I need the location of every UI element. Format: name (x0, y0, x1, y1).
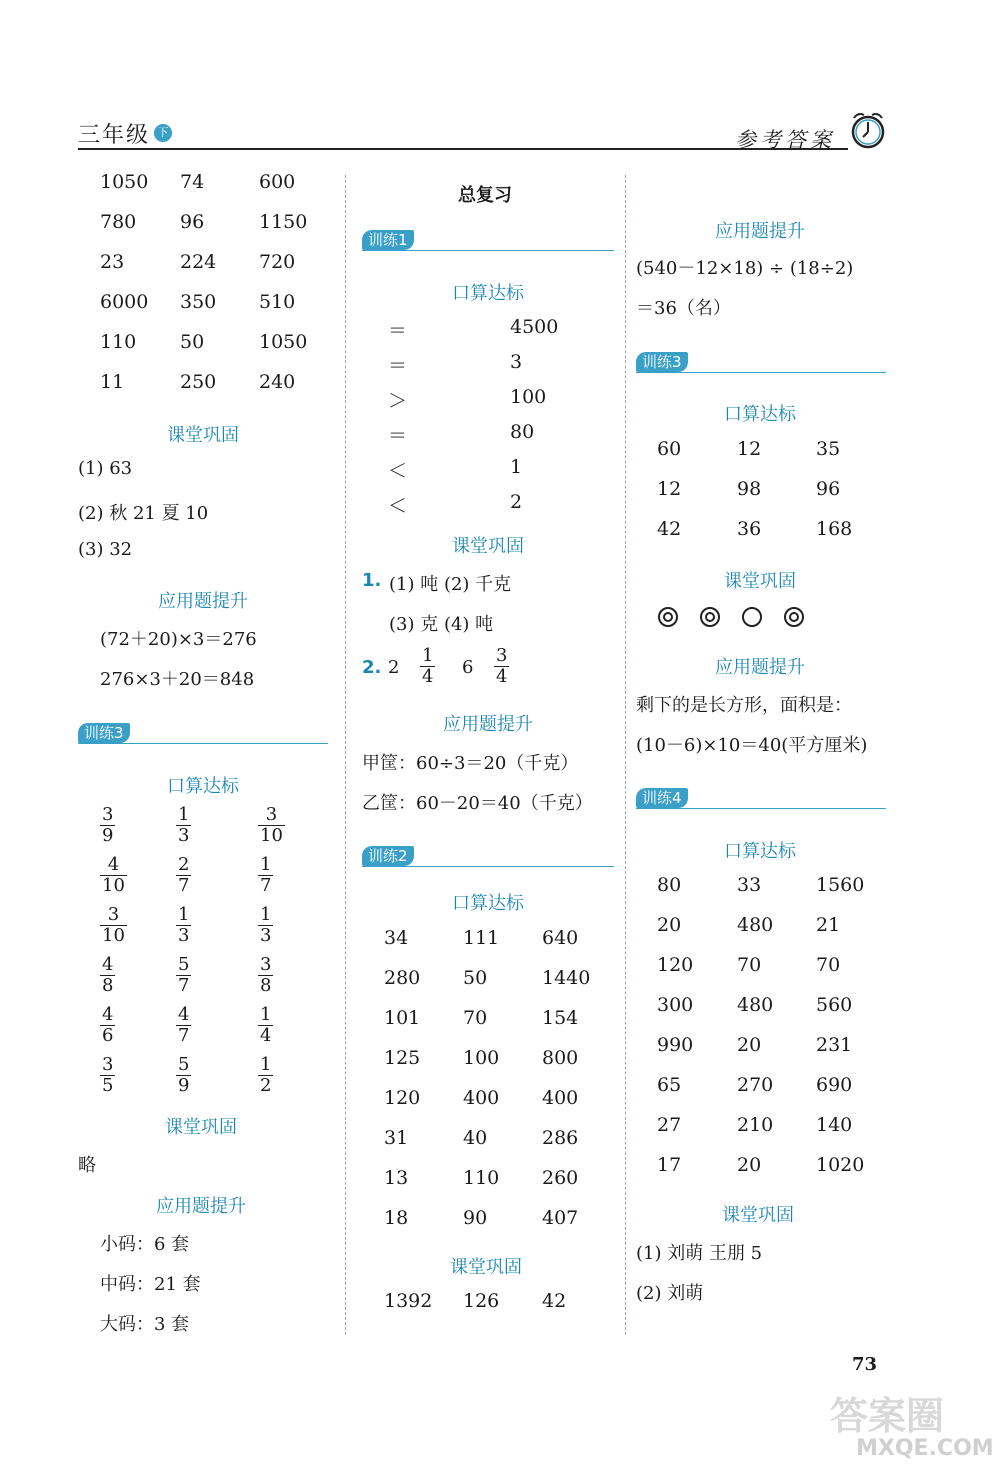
section-heading: 应用题提升 (443, 714, 533, 735)
number-cell: 80 (657, 874, 682, 896)
double-circle-icon (700, 607, 720, 627)
answer-line: (3) 克 (4) 吨 (389, 614, 494, 635)
comparison-sign: ＞ (388, 390, 408, 412)
number-cell: 270 (737, 1074, 774, 1096)
number-cell: 96 (816, 478, 841, 500)
number-cell: 80 (510, 421, 535, 443)
training-tag: 训练1 (362, 230, 414, 250)
training-tag: 训练3 (636, 352, 688, 372)
mixed-number-int: 2 (388, 657, 400, 678)
number-cell: 600 (259, 171, 296, 193)
page-number: 73 (852, 1354, 878, 1375)
fraction: $\frac{1}{3}$ (178, 904, 190, 946)
number-cell: 42 (542, 1290, 567, 1312)
section-heading: 课堂巩固 (452, 536, 524, 557)
number-cell: 98 (737, 478, 762, 500)
fraction: $\frac{4}{8}$ (102, 954, 114, 996)
number-cell: 1392 (384, 1290, 433, 1312)
number-cell: 40 (463, 1127, 488, 1149)
number-cell: 20 (737, 1154, 762, 1176)
number-cell: 560 (816, 994, 853, 1016)
number-cell: 100 (463, 1047, 500, 1069)
grade-label: 三年级 (78, 123, 151, 148)
number-cell: 300 (657, 994, 694, 1016)
comparison-sign: ＝ (388, 355, 408, 377)
answer-line: 大码：3 套 (100, 1314, 190, 1335)
answer-line: (540－12×18) ÷ (18÷2) (636, 258, 854, 279)
number-cell: 6000 (100, 291, 149, 313)
number-cell: 3 (510, 351, 523, 373)
answer-line: (3) 32 (78, 539, 133, 560)
comparison-sign: ＝ (388, 320, 408, 342)
number-cell: 400 (463, 1087, 500, 1109)
number-cell: 13 (384, 1167, 409, 1189)
number-cell: 110 (463, 1167, 500, 1189)
fraction: $\frac{4}{10}$ (102, 854, 125, 896)
number-cell: 1560 (816, 874, 865, 896)
answer-line: 略 (78, 1155, 96, 1176)
number-cell: 36 (737, 518, 762, 540)
number-cell: 74 (180, 171, 205, 193)
number-cell: 34 (384, 927, 409, 949)
number-cell: 126 (463, 1290, 500, 1312)
number-cell: 70 (737, 954, 762, 976)
number-cell: 33 (737, 874, 762, 896)
number-cell: 70 (463, 1007, 488, 1029)
number-cell: 100 (510, 386, 547, 408)
section-heading: 口算达标 (724, 404, 796, 425)
number-cell: 21 (816, 914, 841, 936)
answer-line: 276×3＋20＝848 (100, 669, 255, 690)
fraction: $\frac{1}{3}$ (178, 804, 190, 846)
number-cell: 480 (737, 994, 774, 1016)
number-cell: 480 (737, 914, 774, 936)
number-cell: 111 (463, 927, 500, 949)
number-cell: 154 (542, 1007, 579, 1029)
answer-line: (10－6)×10＝40(平方厘米) (636, 735, 868, 756)
column-divider (625, 175, 626, 1335)
number-cell: 1050 (259, 331, 308, 353)
section-heading: 应用题提升 (715, 657, 805, 678)
answer-line: (2) 秋 21 夏 10 (78, 503, 209, 524)
number-cell: 50 (180, 331, 205, 353)
number-cell: 4500 (510, 316, 559, 338)
mixed-number-int: 6 (462, 657, 474, 678)
training-banner (78, 723, 328, 745)
number-cell: 720 (259, 251, 296, 273)
training-banner (362, 230, 614, 252)
watermark-url: MXQE.COM (856, 1436, 994, 1461)
number-cell: 101 (384, 1007, 421, 1029)
answer-line: 乙筐：60－20＝40（千克） (362, 793, 593, 814)
number-cell: 60 (657, 438, 682, 460)
number-cell: 800 (542, 1047, 579, 1069)
training-tag: 训练4 (636, 788, 688, 808)
review-title: 总复习 (458, 185, 512, 206)
number-cell: 690 (816, 1074, 853, 1096)
watermark-logo: 答案圈 (830, 1394, 945, 1438)
number-cell: 240 (259, 371, 296, 393)
number-cell: 640 (542, 927, 579, 949)
number-cell: 11 (100, 371, 125, 393)
fraction: $\frac{5}{7}$ (178, 954, 190, 996)
section-heading: 口算达标 (167, 776, 239, 797)
training-banner (636, 352, 886, 374)
header-rule (78, 148, 848, 150)
section-heading: 课堂巩固 (450, 1257, 522, 1278)
answers-title: 参考答案 (735, 128, 835, 152)
fraction: $\frac{1}{4}$ (422, 645, 434, 687)
number-cell: 110 (100, 331, 137, 353)
number-cell: 780 (100, 211, 137, 233)
number-cell: 1440 (542, 967, 591, 989)
fraction: $\frac{3}{9}$ (102, 804, 114, 846)
fraction: $\frac{1}{7}$ (260, 854, 272, 896)
number-cell: 140 (816, 1114, 853, 1136)
fraction: $\frac{3}{5}$ (102, 1054, 114, 1096)
number-cell: 50 (463, 967, 488, 989)
column-divider (345, 175, 346, 1335)
question-number: 1. (362, 570, 382, 591)
section-heading: 口算达标 (724, 841, 796, 862)
section-heading: 课堂巩固 (724, 571, 796, 592)
number-cell: 1050 (100, 171, 149, 193)
number-cell: 20 (657, 914, 682, 936)
number-cell: 23 (100, 251, 125, 273)
number-cell: 210 (737, 1114, 774, 1136)
answer-line: 剩下的是长方形，面积是： (636, 695, 852, 716)
fraction: $\frac{3}{10}$ (102, 904, 125, 946)
number-cell: 280 (384, 967, 421, 989)
comparison-sign: ＜ (388, 495, 408, 517)
comparison-sign: ＝ (388, 425, 408, 447)
answer-line: (1) 63 (78, 458, 133, 479)
section-heading: 课堂巩固 (722, 1205, 794, 1226)
number-cell: 18 (384, 1207, 409, 1229)
number-cell: 12 (657, 478, 682, 500)
number-cell: 125 (384, 1047, 421, 1069)
fraction: $\frac{3}{10}$ (260, 804, 283, 846)
number-cell: 510 (259, 291, 296, 313)
number-cell: 120 (657, 954, 694, 976)
number-cell: 260 (542, 1167, 579, 1189)
fraction: $\frac{2}{7}$ (178, 854, 190, 896)
answer-line: 小码：6 套 (100, 1234, 190, 1255)
number-cell: 17 (657, 1154, 682, 1176)
fraction: $\frac{1}{4}$ (260, 1004, 272, 1046)
number-cell: 27 (657, 1114, 682, 1136)
number-cell: 224 (180, 251, 217, 273)
number-cell: 1 (510, 456, 523, 478)
number-cell: 407 (542, 1207, 579, 1229)
fraction: $\frac{1}{3}$ (260, 904, 272, 946)
number-cell: 96 (180, 211, 205, 233)
term-badge: 下 (154, 124, 172, 142)
fraction: $\frac{3}{8}$ (260, 954, 272, 996)
number-cell: 12 (737, 438, 762, 460)
training-banner (362, 846, 614, 868)
training-tag: 训练3 (78, 723, 130, 743)
answer-line: 中码：21 套 (100, 1274, 201, 1295)
number-cell: 70 (816, 954, 841, 976)
section-heading: 应用题提升 (715, 221, 805, 242)
number-cell: 90 (463, 1207, 488, 1229)
number-cell: 31 (384, 1127, 409, 1149)
answer-line: (72＋20)×3＝276 (100, 629, 257, 650)
fraction: $\frac{5}{9}$ (178, 1054, 190, 1096)
number-cell: 990 (657, 1034, 694, 1056)
fraction: $\frac{4}{6}$ (102, 1004, 114, 1046)
section-heading: 口算达标 (452, 893, 524, 914)
fraction: $\frac{4}{7}$ (178, 1004, 190, 1046)
alarm-clock-icon (848, 108, 888, 152)
double-circle-icon (784, 607, 804, 627)
training-banner (636, 788, 886, 810)
double-circle-icon (658, 607, 678, 627)
number-cell: 168 (816, 518, 853, 540)
answer-line: (1) 刘萌 王朋 5 (636, 1243, 763, 1264)
answer-line: (2) 刘萌 (636, 1283, 704, 1304)
answer-line: (1) 吨 (2) 千克 (389, 574, 512, 595)
section-heading: 课堂巩固 (167, 425, 239, 446)
number-cell: 250 (180, 371, 217, 393)
fraction: $\frac{3}{4}$ (496, 645, 508, 687)
number-cell: 350 (180, 291, 217, 313)
number-cell: 286 (542, 1127, 579, 1149)
training-tag: 训练2 (362, 846, 414, 866)
number-cell: 42 (657, 518, 682, 540)
number-cell: 1020 (816, 1154, 865, 1176)
section-heading: 口算达标 (452, 283, 524, 304)
number-cell: 400 (542, 1087, 579, 1109)
number-cell: 35 (816, 438, 841, 460)
number-cell: 65 (657, 1074, 682, 1096)
question-number: 2. (362, 657, 382, 678)
number-cell: 1150 (259, 211, 308, 233)
section-heading: 应用题提升 (156, 1196, 246, 1217)
answer-line: ＝36（名） (636, 298, 731, 319)
section-heading: 应用题提升 (158, 591, 248, 612)
comparison-sign: ＜ (388, 460, 408, 482)
fraction: $\frac{1}{2}$ (260, 1054, 272, 1096)
circle-icon (742, 607, 762, 627)
answer-line: 甲筐：60÷3＝20（千克） (362, 753, 579, 774)
number-cell: 120 (384, 1087, 421, 1109)
section-heading: 课堂巩固 (165, 1117, 237, 1138)
number-cell: 231 (816, 1034, 853, 1056)
number-cell: 2 (510, 491, 523, 513)
number-cell: 20 (737, 1034, 762, 1056)
